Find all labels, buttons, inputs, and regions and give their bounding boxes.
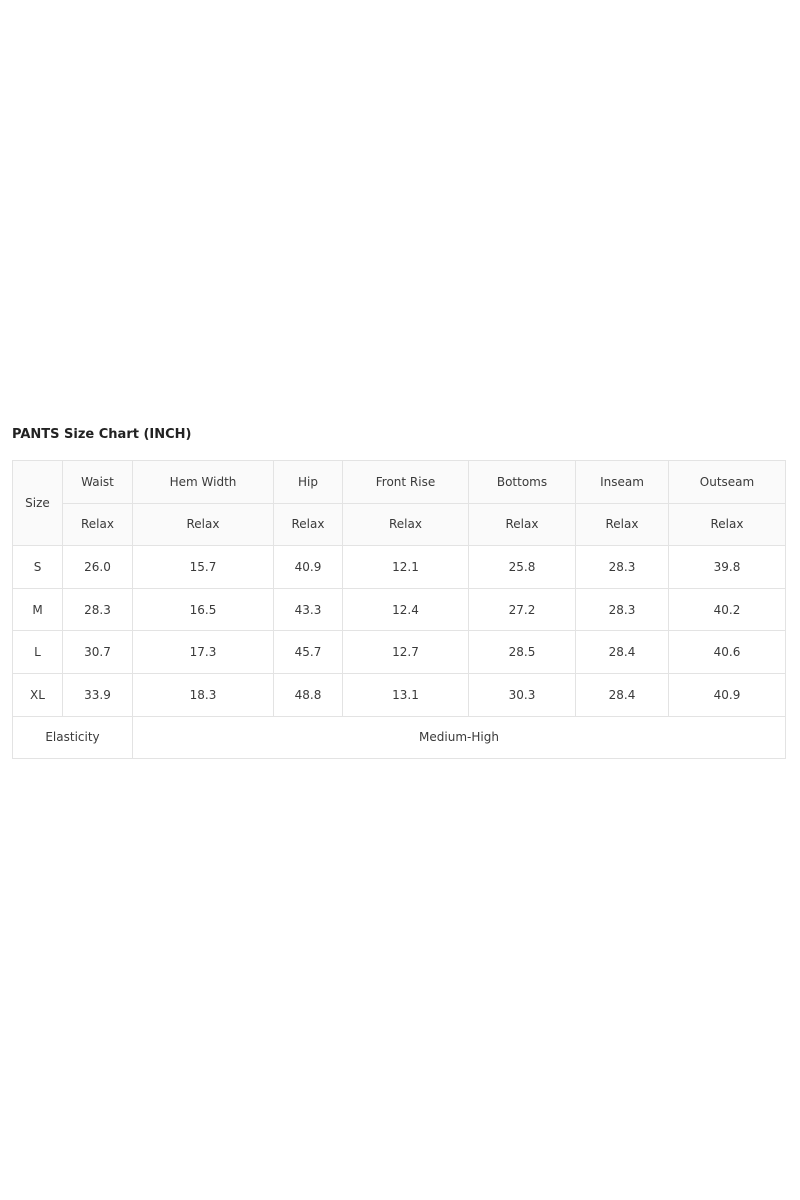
measurement-cell: 15.7	[133, 546, 274, 589]
fit-subheader: Relax	[133, 503, 274, 546]
table-row	[13, 588, 786, 631]
waist-header: Waist	[63, 461, 133, 504]
elasticity-value: Medium-High	[133, 716, 786, 759]
measurement-cell: 40.6	[669, 631, 786, 674]
measurement-cell: 33.9	[63, 673, 133, 716]
fit-subheader: Relax	[576, 503, 669, 546]
inseam-header: Inseam	[576, 461, 669, 504]
measurement-cell: 12.1	[343, 546, 469, 589]
elasticity-label: Elasticity	[13, 716, 133, 759]
front-rise-header: Front Rise	[343, 461, 469, 504]
measurement-cell: 40.2	[669, 588, 786, 631]
size-chart-title: PANTS Size Chart (INCH)	[12, 427, 192, 442]
measurement-cell: 28.5	[469, 631, 576, 674]
fit-subheader: Relax	[343, 503, 469, 546]
hip-header: Hip	[274, 461, 343, 504]
size-cell: S	[13, 546, 63, 589]
measurement-cell: 12.4	[343, 588, 469, 631]
measurement-cell: 28.4	[576, 631, 669, 674]
measurement-cell: 26.0	[63, 546, 133, 589]
size-column-header: Size	[13, 461, 63, 546]
table-header-row	[13, 461, 786, 504]
measurement-cell: 48.8	[274, 673, 343, 716]
bottoms-header: Bottoms	[469, 461, 576, 504]
size-cell: M	[13, 588, 63, 631]
size-cell: L	[13, 631, 63, 674]
measurement-cell: 30.7	[63, 631, 133, 674]
table-row	[13, 546, 786, 589]
hem-width-header: Hem Width	[133, 461, 274, 504]
fit-subheader: Relax	[63, 503, 133, 546]
measurement-cell: 17.3	[133, 631, 274, 674]
outseam-header: Outseam	[669, 461, 786, 504]
size-cell: XL	[13, 673, 63, 716]
measurement-cell: 45.7	[274, 631, 343, 674]
measurement-cell: 28.3	[576, 546, 669, 589]
size-chart-table	[12, 460, 786, 759]
measurement-cell: 16.5	[133, 588, 274, 631]
fit-subheader: Relax	[274, 503, 343, 546]
measurement-cell: 40.9	[669, 673, 786, 716]
measurement-cell: 43.3	[274, 588, 343, 631]
table-row	[13, 673, 786, 716]
measurement-cell: 12.7	[343, 631, 469, 674]
fit-subheader: Relax	[669, 503, 786, 546]
fit-subheader: Relax	[469, 503, 576, 546]
measurement-cell: 18.3	[133, 673, 274, 716]
measurement-cell: 28.3	[63, 588, 133, 631]
measurement-cell: 28.4	[576, 673, 669, 716]
measurement-cell: 40.9	[274, 546, 343, 589]
measurement-cell: 30.3	[469, 673, 576, 716]
table-subheader-row	[13, 503, 786, 546]
table-row	[13, 631, 786, 674]
elasticity-row	[13, 716, 786, 759]
measurement-cell: 25.8	[469, 546, 576, 589]
measurement-cell: 28.3	[576, 588, 669, 631]
measurement-cell: 39.8	[669, 546, 786, 589]
measurement-cell: 13.1	[343, 673, 469, 716]
measurement-cell: 27.2	[469, 588, 576, 631]
